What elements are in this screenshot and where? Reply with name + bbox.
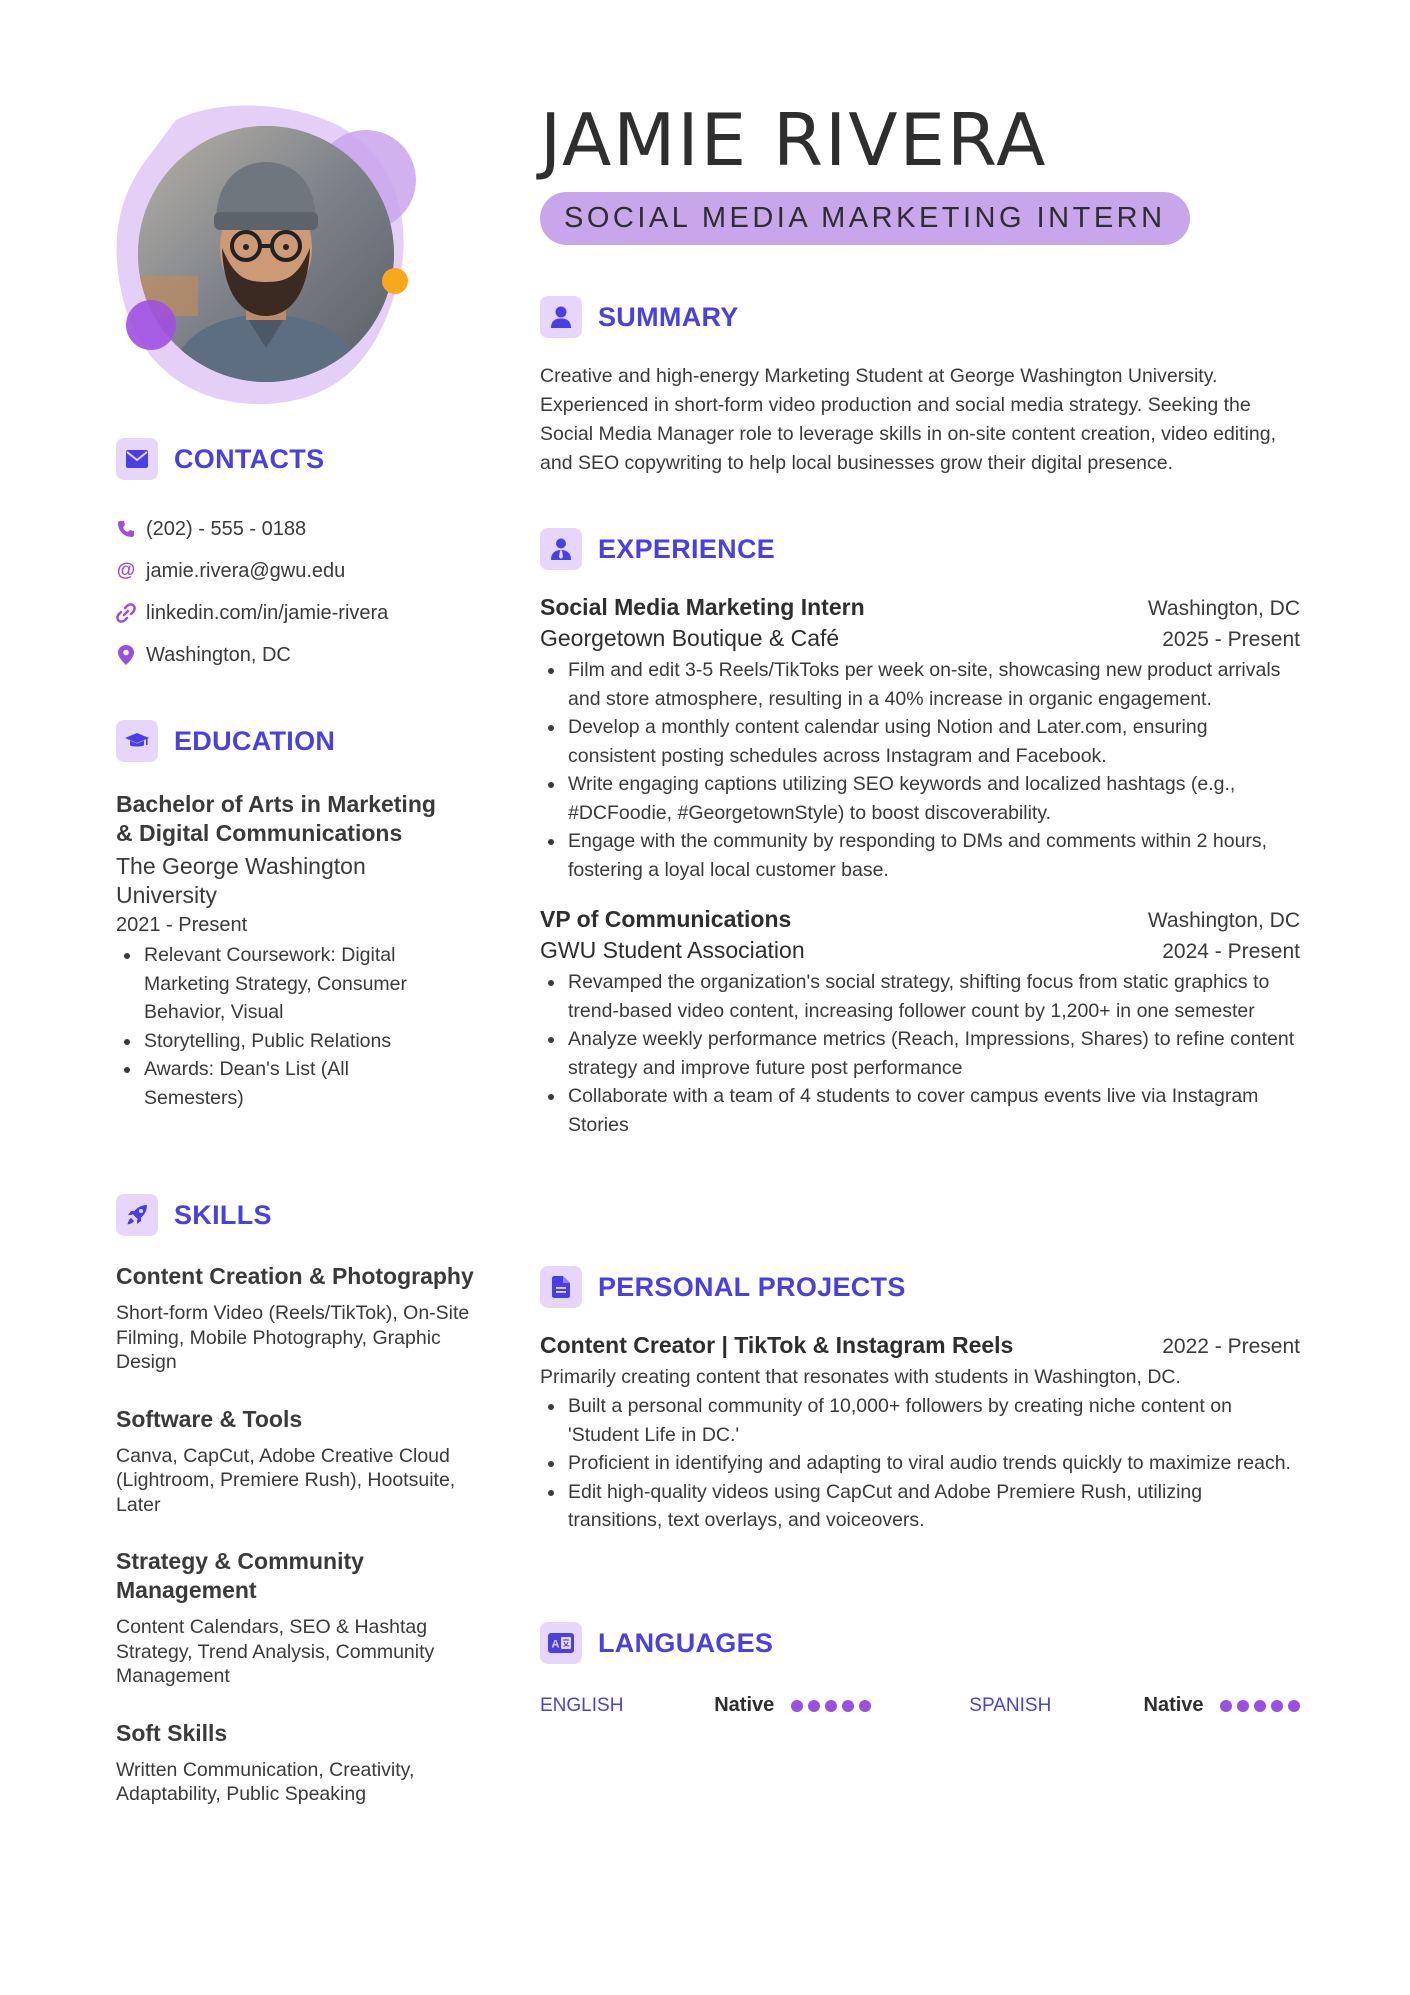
contact-location [116,634,476,676]
contact-email[interactable] [116,550,476,592]
project-row [540,1332,1300,1359]
job-date: 2025 - Present [1162,628,1300,651]
rating-dot [859,1700,871,1712]
document-icon [540,1266,582,1308]
job-location: Washington, DC [1147,597,1300,620]
bullet-item: Develop a monthly content calendar using Notion and Later.com, ensuring consistent posting schedules across Instagram and Facebook. [540,713,1300,770]
bullet-item: Collaborate with a team of 4 students to cover campus events live via Instagram Stories [540,1082,1300,1139]
job-title: Social Media Marketing Intern [540,594,865,620]
decorative-dot-orange [382,268,408,294]
skill-title: Strategy & Community Management [116,1548,364,1603]
skills-section [116,1194,476,1807]
decorative-dot-purple [126,300,176,350]
skill-title: Soft Skills [116,1719,228,1746]
skill-text: Written Communication, Creativity, Adaptability, Public Speaking [116,1758,415,1805]
project-entry [540,1332,1300,1535]
section-title: SUMMARY [598,301,739,332]
language-rating [1220,1700,1300,1712]
language-name: ENGLISH [540,1694,624,1716]
rating-dot [1237,1700,1249,1712]
project-bullets [540,1392,1300,1535]
contact-linkedin[interactable] [116,592,476,634]
right-column [540,98,1300,1716]
job-bullets [540,968,1300,1139]
languages-section [540,1622,1300,1717]
contact-phone [116,508,476,550]
job-title-pill: SOCIAL MEDIA MARKETING INTERN [540,192,1190,245]
at-icon: @ [116,560,136,581]
education-school: The George Washington University [116,853,366,908]
link-icon [116,603,136,623]
bullet-item: Engage with the community by responding to DMs and comments within 2 hours, fostering a loyal local customer base. [540,827,1300,884]
profile-photo-area [116,100,436,410]
rating-dot [825,1700,837,1712]
bullet-item: Revamped the organization's social strategy, shifting focus from static graphics to trend-based video content, increasing follower count by 1,200+ in one semester [540,968,1300,1025]
skill-group [116,1547,476,1689]
contact-list [116,508,476,676]
job-company: Georgetown Boutique & Café [540,625,840,651]
skill-title: Software & Tools [116,1405,303,1432]
bullet-item: Edit high-quality videos using CapCut and Adobe Premiere Rush, utilizing transitions, text overlays, and voiceovers. [540,1478,1300,1535]
projects-section [540,1266,1300,1535]
experience-section [540,528,1300,1139]
job-company: GWU Student Association [540,937,805,963]
rating-dot [1254,1700,1266,1712]
job-row [540,906,1300,933]
education-header [116,720,446,762]
rating-dot [1288,1700,1300,1712]
job-date: 2024 - Present [1162,940,1300,963]
rating-dot [791,1700,803,1712]
translate-icon [540,1622,582,1664]
skill-group [116,1405,476,1518]
language-name: SPANISH [969,1694,1052,1716]
skill-text: Canva, CapCut, Adobe Creative Cloud (Lightroom, Premiere Rush), Hootsuite, Later [116,1444,456,1516]
profile-photo [138,126,394,382]
bullet-item: Film and edit 3-5 Reels/TikToks per week on-site, showcasing new product arrivals and store atmosphere, resulting in a 40% increase in organic engagement. [540,656,1300,713]
language-level: Native [1143,1694,1204,1716]
skill-text: Short-form Video (Reels/TikTok), On-Site Filming, Mobile Photography, Graphic Design [116,1302,470,1373]
job-row [540,937,1300,964]
rocket-icon [116,1194,158,1236]
email-text[interactable]: jamie.rivera@gwu.edu [146,559,346,582]
education-date: 2021 - Present [116,914,248,936]
projects-header [540,1266,1300,1308]
location-text: Washington, DC [146,643,291,666]
language-level: Native [714,1694,775,1716]
phone-text: (202) - 555 - 0188 [146,517,307,540]
project-description: Primarily creating content that resonates with students in Washington, DC. [540,1366,1181,1388]
job-bullets [540,656,1300,884]
job-location: Washington, DC [1147,909,1300,932]
phone-icon [116,519,136,539]
skill-group [116,1719,476,1807]
education-degree: Bachelor of Arts in Marketing & Digital Communications [116,791,436,846]
language-row [540,1694,1300,1717]
bullet-item: Storytelling, Public Relations [116,1027,446,1056]
candidate-name: JAMIE RIVERA [540,98,1048,182]
section-title: EXPERIENCE [598,533,776,564]
section-title: LANGUAGES [598,1627,774,1658]
skill-text: Content Calendars, SEO & Hashtag Strategy, Trend Analysis, Community Management [116,1616,435,1687]
bullet-item: Relevant Coursework: Digital Marketing Strategy, Consumer Behavior, Visual [116,941,446,1027]
project-date: 2022 - Present [1162,1335,1300,1358]
language-rating [791,1700,924,1712]
rating-dot [808,1700,820,1712]
user-icon [540,296,582,338]
svg-text:A: A [551,1638,560,1651]
education-section [116,720,446,1112]
envelope-icon [116,438,158,480]
linkedin-text[interactable]: linkedin.com/in/jamie-rivera [146,601,389,624]
job-row [540,594,1300,621]
graduation-cap-icon [116,720,158,762]
education-bullets [116,941,446,1112]
bullet-item: Write engaging captions utilizing SEO keywords and localized hashtags (e.g., #DCFoodie, #GeorgetownStyle) to boost discoverability. [540,770,1300,827]
location-pin-icon [116,645,136,665]
section-title: SKILLS [174,1199,272,1230]
skills-header [116,1194,476,1236]
job-entry [540,906,1300,1139]
summary-section [540,296,1300,478]
contacts-header [116,438,476,480]
contacts-section [116,438,476,676]
experience-header [540,528,1300,570]
summary-text: Creative and high-energy Marketing Student at George Washington University. Experienced in short-form video production and social media strategy. Seeking the Social Media Manager role to leverage skills in on-site content creation, video editing, and SEO copywriting to help local businesses grow their digital presence. [540,365,1276,474]
user-tie-icon [540,528,582,570]
rating-dot [842,1700,854,1712]
job-row [540,625,1300,652]
bullet-item: Awards: Dean's List (All Semesters) [116,1055,446,1112]
rating-dot [1271,1700,1283,1712]
languages-header [540,1622,1300,1664]
section-title: CONTACTS [174,443,325,474]
bullet-item: Built a personal community of 10,000+ followers by creating niche content on 'Student Life in DC.' [540,1392,1300,1449]
skill-group [116,1262,476,1375]
bullet-item: Proficient in identifying and adapting to viral audio trends quickly to maximize reach. [540,1449,1300,1478]
job-title: VP of Communications [540,906,792,932]
section-title: EDUCATION [174,725,336,756]
skill-title: Content Creation & Photography [116,1263,474,1289]
section-title: PERSONAL PROJECTS [598,1271,906,1302]
summary-header [540,296,1300,338]
rating-dot [1220,1700,1232,1712]
project-title: Content Creator | TikTok & Instagram Reels [540,1332,1014,1358]
bullet-item: Analyze weekly performance metrics (Reach, Impressions, Shares) to refine content strategy and improve future post performance [540,1025,1300,1082]
job-entry [540,594,1300,884]
